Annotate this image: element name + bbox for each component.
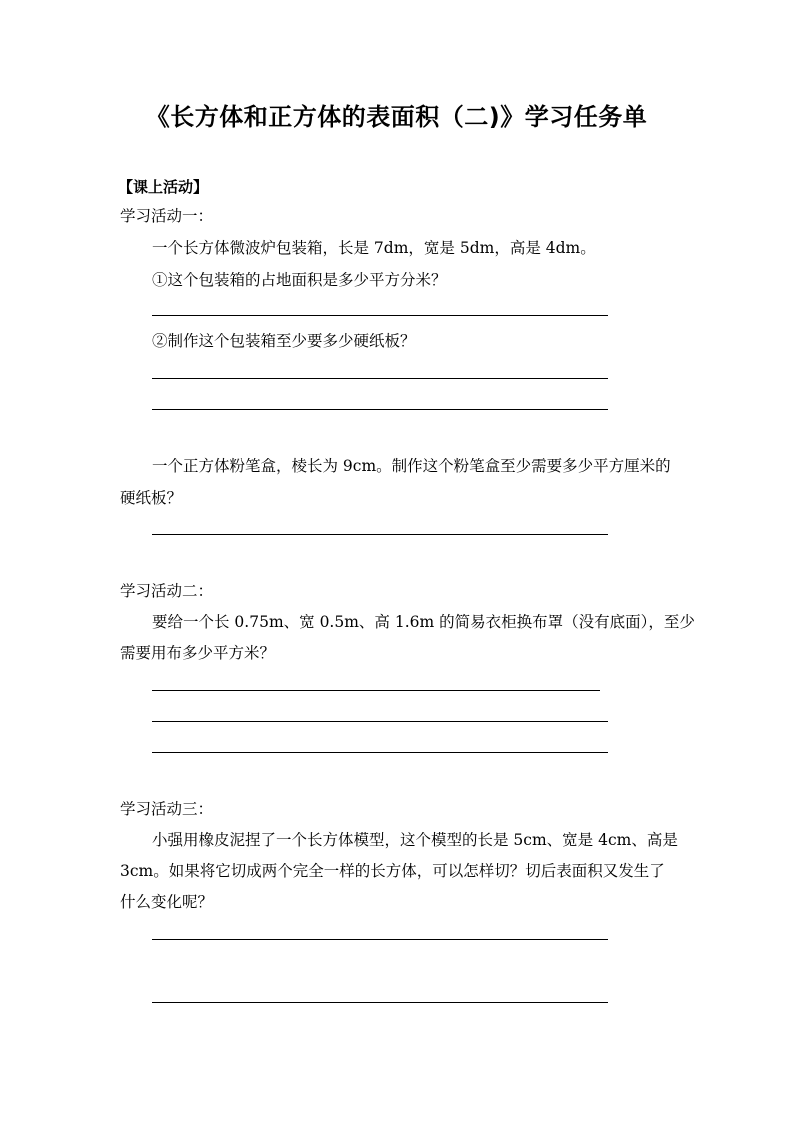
activity3-line3: 什么变化呢？ [120,893,214,911]
answer-line[interactable] [152,534,608,535]
activity1-problem-b-line1: 一个正方体粉笔盒，棱长为 9cm。制作这个粉笔盒至少需要多少平方厘米的 [152,457,671,475]
answer-line[interactable] [152,1002,608,1003]
activity1-problem-b-line2: 硬纸板？ [120,489,183,507]
answer-line[interactable] [152,721,608,722]
answer-line[interactable] [152,939,608,940]
answer-line[interactable] [152,690,600,691]
section-heading: 【课上活动】 [118,178,209,196]
activity1-heading: 学习活动一： [120,207,214,225]
answer-line[interactable] [152,315,608,316]
activity1-question-1: ①这个包装箱的占地面积是多少平方分米？ [152,271,447,289]
activity2-line1: 要给一个长 0.75m、宽 0.5m、高 1.6m 的简易衣柜换布罩（没有底面），至少 [152,613,695,631]
answer-line[interactable] [152,378,608,379]
activity2-line2: 需要用布多少平方米？ [120,644,276,662]
answer-line[interactable] [152,752,608,753]
activity3-line2: 3cm。如果将它切成两个完全一样的长方体，可以怎样切？切后表面积又发生了 [120,862,665,880]
activity1-problem-a: 一个长方体微波炉包装箱，长是 7dm，宽是 5dm，高是 4dm。 [152,239,596,257]
activity3-line1: 小强用橡皮泥捏了一个长方体模型，这个模型的长是 5cm、宽是 4cm、高是 [152,831,678,849]
answer-line[interactable] [152,409,608,410]
activity3-heading: 学习活动三： [120,800,214,818]
activity2-heading: 学习活动二： [120,582,214,600]
document-title: 《长方体和正方体的表面积（二)》学习任务单 [145,103,648,131]
activity1-question-2: ②制作这个包装箱至少要多少硬纸板？ [152,332,416,350]
